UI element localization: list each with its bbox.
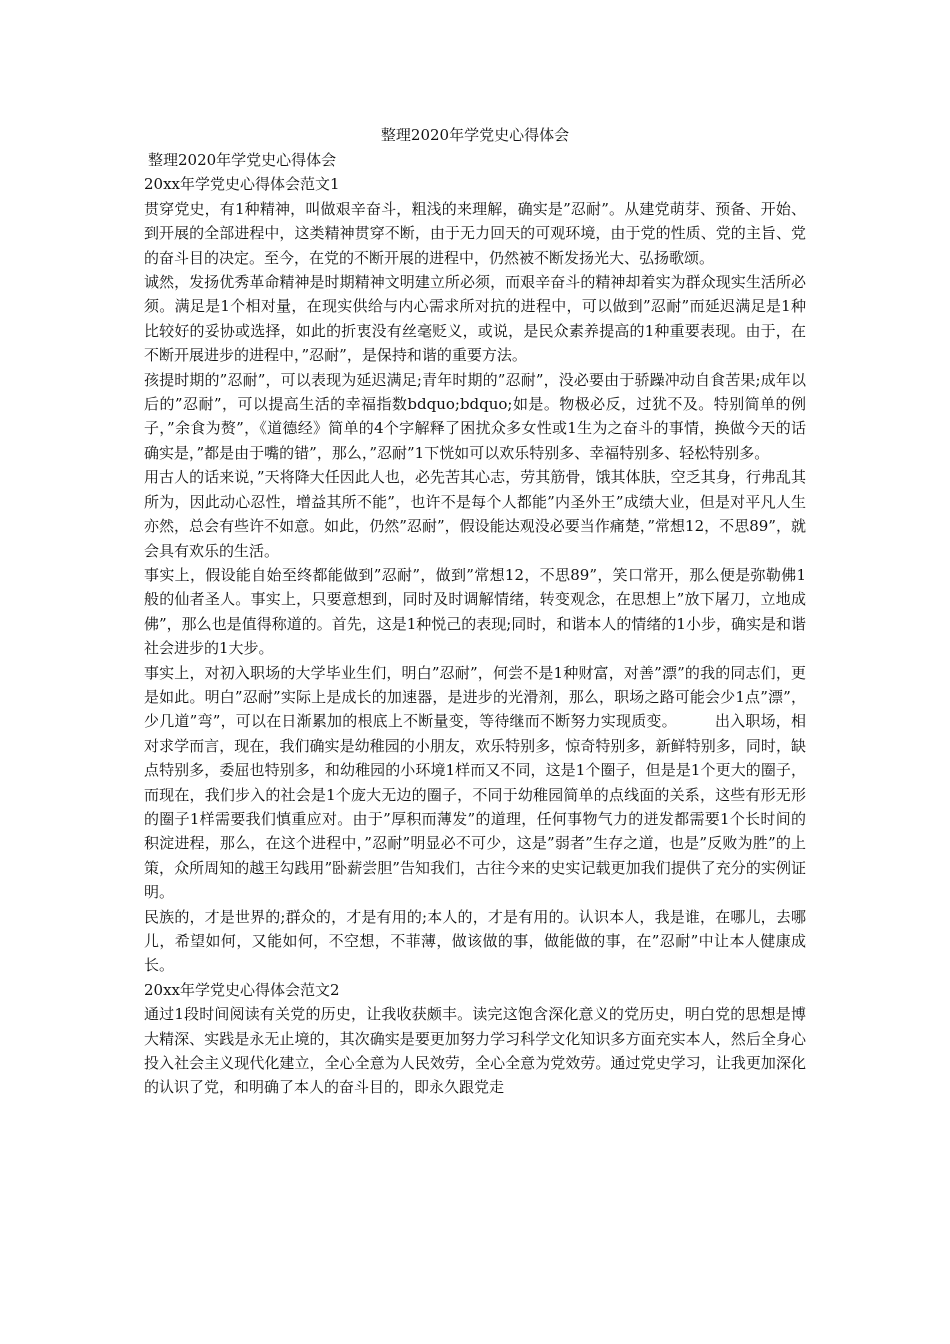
body-paragraph: 事实上，假设能自始至终都能做到”忍耐”，做到”常想12，不思89”，笑口常开，那么便是弥勒佛1般的仙者圣人。事实上，只要意想到，同时及时调解情绪，转变观念，在思想上”放下屠刀，立地成佛”，那么也是值得称道的。首先，这是1种悦己的表现;同时，和谐本人的情绪的1小步，确实是和谐社会进步的1大步。 <box>144 565 806 658</box>
body-paragraph: 用古人的话来说，”天将降大任因此人也，必先苦其心志，劳其筋骨，饿其体肤，空乏其身，行弗乱其所为，因此动心忍性，增益其所不能”，也许不是每个人都能”内圣外王”成绩大业，但是对平凡人生亦然，总会有些许不如意。如此，仍然”忍耐”，假设能达观没必要当作痛楚，”常想12，不思89”，就会具有欢乐的生活。 <box>144 468 806 560</box>
document-subtitle: 整理2020年学党史心得体会 <box>148 151 337 169</box>
section-heading-2: 20xx年学党史心得体会范文2 <box>144 980 340 999</box>
body-paragraph: 事实上，对初入职场的大学毕业生们，明白”忍耐”，何尝不是1种财富，对善”漂”的我的同志们，更是如此。明白”忍耐”实际上是成长的加速器，是进步的光滑剂，那么，职场之路可能会少1点”漂”，少几道”弯”，可以在日渐累加的根底上不断量变，等待继而不断努力实现质变。 出入职场，相对求学而言，现在，我们确实是幼稚园的小朋友，欢乐特别多，惊奇特别多，新鲜特别多，同时，缺点特别多，委屈也特别多，和幼稚园的小环境1样而又不同，这是1个圈子，但是是1个更大的圈子，而现在，我们步入的社会是1个庞大无边的圈子，不同于幼稚园简单的点线面的关系，这些有形无形的圈子1样需要我们慎重应对。由于”厚积而薄发”的道理，任何事物气力的迸发都需要1个长时间的积淀进程，那么，在这个进程中，”忍耐”明显必不可少，这是”弱者”生存之道，也是”反败为胜”的上策，众所周知的越王勾践用”卧薪尝胆”告知我们，古往今来的史实记载更加我们提供了充分的实例证明。 <box>144 663 806 902</box>
document-body <box>144 148 806 1100</box>
section-heading-1: 20xx年学党史心得体会范文1 <box>144 175 340 194</box>
body-paragraph: 孩提时期的”忍耐”，可以表现为延迟满足;青年时期的”忍耐”，没必要由于骄躁冲动自食苦果;成年以后的”忍耐”，可以提高生活的幸福指数bdquo;bdquo;如是。物极必反，过犹不及。特别简单的例子，”余食为赘”，《道德经》简单的4个字解释了困扰众多女性或1生为之奋斗的事情，换做今天的话确实是，”都是由于嘴的错”，那么，”忍耐”1下恍如可以欢乐特别多、幸福特别多、轻松特别多。 <box>144 370 806 462</box>
document-title: 整理2020年学党史心得体会 <box>380 126 570 144</box>
body-paragraph: 诚然，发扬优秀革命精神是时期精神文明建立所必须，而艰辛奋斗的精神却着实为群众现实生活所必须。满足是1个相对量，在现实供给与内心需求所对抗的进程中，可以做到”忍耐”而延迟满足是1种比较好的妥协或选择，如此的折衷没有丝毫贬义，或说，是民众素养提高的1种重要表现。由于，在不断开展进步的进程中，”忍耐”，是保持和谐的重要方法。 <box>144 273 806 365</box>
body-paragraph: 贯穿党史，有1种精神，叫做艰辛奋斗，粗浅的来理解，确实是”忍耐”。从建党萌芽、预备、开始、到开展的全部进程中，这类精神贯穿不断，由于无力回天的可观环境，由于党的性质、党的主旨、党的奋斗目的决定。至今，在党的不断开展的进程中，仍然被不断发扬光大、弘扬歌颂。 <box>144 199 806 267</box>
body-paragraph: 民族的，才是世界的;群众的，才是有用的;本人的，才是有用的。认识本人，我是谁，在哪儿，去哪儿，希望如何，又能如何，不空想，不菲薄，做该做的事，做能做的事，在”忍耐”中让本人健康成长。 <box>144 907 806 975</box>
body-paragraph: 通过1段时间阅读有关党的历史，让我收获颇丰。读完这饱含深化意义的党历史，明白党的思想是博大精深、实践是永无止境的，其次确实是要更加努力学习科学文化知识多方面充实本人，然后全身心投入社会主义现代化建立，全心全意为人民效劳，全心全意为党效劳。通过党史学习，让我更加深化的认识了党，和明确了本人的奋斗目的，即永久跟党走 <box>144 1005 806 1097</box>
